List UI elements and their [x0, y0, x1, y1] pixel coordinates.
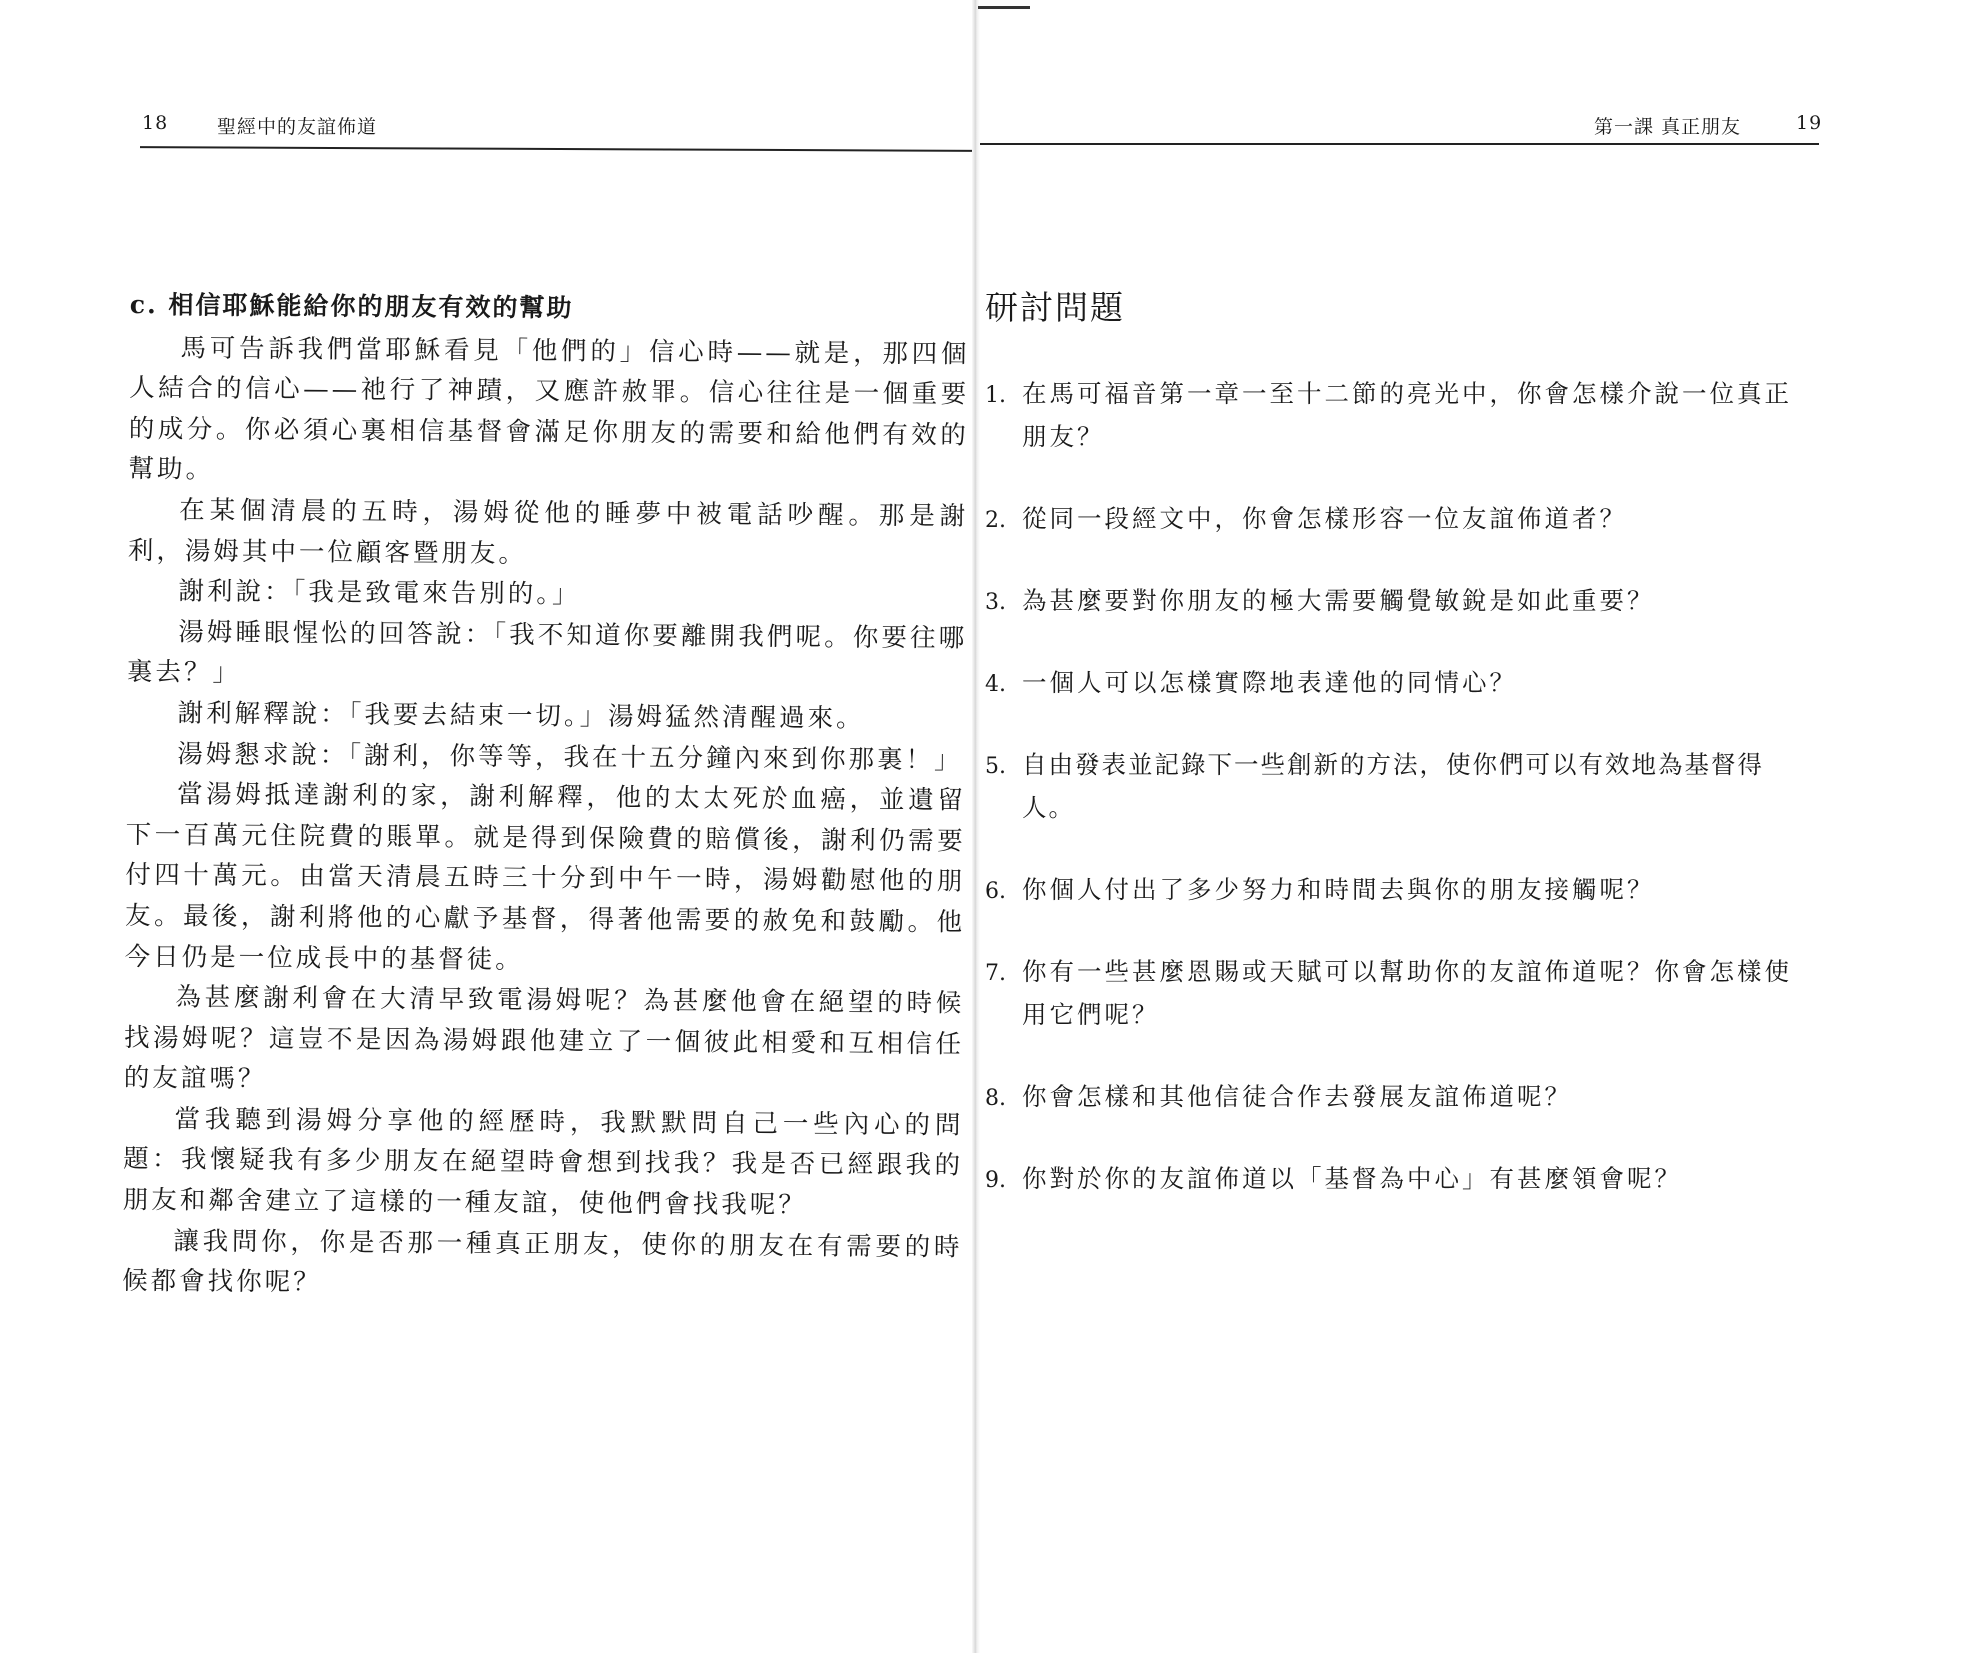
right-running-title: 第一課 真正朋友 [1594, 116, 1742, 138]
question-text: 你個人付出了多少努力和時間去與你的朋友接觸呢？ [1022, 875, 1655, 904]
question-number: 4. [985, 672, 1006, 697]
question-text: 從同一段經文中，你會怎樣形容一位友誼佈道者？ [1022, 504, 1627, 533]
question-item [985, 497, 1815, 540]
question-text: 一個人可以怎樣實際地表達他的同情心？ [1022, 668, 1517, 697]
questions-heading: 研討問題 [985, 288, 1125, 327]
question-text: 你對於你的友誼佈道以「基督為中心」有甚麼領會呢？ [1022, 1164, 1682, 1193]
scan-corner-mark [978, 6, 1030, 9]
left-running-title: 聖經中的友誼佈道 [217, 116, 378, 138]
question-item [985, 1157, 1815, 1200]
paragraph: 為甚麼謝利會在大清早致電湯姆呢？為甚麼他會在絕望的時候找湯姆呢？這豈不是因為湯姆跟他建立了一個彼此相愛和互相信任的友誼嗎？ [123, 982, 965, 1095]
right-header-rule [980, 143, 1819, 145]
question-number: 3. [985, 590, 1006, 615]
question-text: 在馬可福音第一章一至十二節的亮光中，你會怎樣介說一位真正朋友？ [1022, 379, 1792, 451]
question-item [985, 743, 1815, 829]
question-number: 1. [985, 383, 1006, 408]
question-text: 你有一些甚麼恩賜或天賦可以幫助你的友誼佈道呢？你會怎樣使用它們呢？ [1022, 957, 1792, 1029]
paragraph: 謝利解釋說：「我要去結束一切。」湯姆猛然清醒過來。 [177, 698, 865, 734]
paragraph: 當我聽到湯姆分享他的經歷時，我默默問自己一些內心的問題：我懷疑我有多少朋友在絕望時會想到找我？我是否已經跟我的朋友和鄰舍建立了這樣的一種友誼，使他們會找我呢？ [122, 1104, 964, 1221]
question-item [985, 661, 1815, 704]
question-text: 為甚麼要對你朋友的極大需要觸覺敏銳是如此重要？ [1022, 586, 1655, 615]
question-list [985, 372, 1815, 1239]
right-page-number: 19 [1796, 112, 1823, 134]
question-number: 2. [985, 508, 1006, 533]
question-item [985, 579, 1815, 622]
book-gutter [972, 0, 980, 1653]
question-number: 6. [985, 879, 1006, 904]
paragraph: 當湯姆抵達謝利的家，謝利解釋，他的太太死於血癌，並遺留下一百萬元住院費的賬單。就是得到保險費的賠償後，謝利仍需要付四十萬元。由當天清晨五時三十分到中午一時，湯姆勸慰他的朋友。最後，謝利將他的心獻予基督，得著他需要的赦免和鼓勵。他今日仍是一位成長中的基督徒。 [124, 779, 967, 975]
question-text: 自由發表並記錄下一些創新的方法，使你們可以有效地為基督得人。 [1022, 750, 1764, 822]
paragraph: 謝利說：「我是致電來告別的。」 [178, 576, 581, 610]
paragraph: 讓我問你，你是否那一種真正朋友，使你的朋友在有需要的時候都會找你呢？ [122, 1226, 963, 1298]
paragraph: 馬可告訴我們當耶穌看見「他們的」信心時——就是，那四個人結合的信心——祂行了神蹟，又應許赦罪。信心往往是一個重要的成分。你必須心裏相信基督會滿足你朋友的需要和給他們有效的幫助。 [128, 332, 970, 486]
question-number: 7. [985, 961, 1006, 986]
section-title: c. 相信耶穌能給你的朋友有效的幫助 [129, 289, 574, 323]
left-body-text [122, 285, 970, 1308]
left-page [0, 0, 975, 1653]
question-text: 你會怎樣和其他信徒合作去發展友誼佈道呢？ [1022, 1082, 1572, 1111]
question-number: 5. [985, 754, 1006, 779]
question-item [985, 950, 1815, 1036]
paragraph: 湯姆懇求說：「謝利，你等等，我在十五分鐘內來到你那裏！」 [177, 738, 963, 776]
question-item [985, 1075, 1815, 1118]
paragraph: 湯姆睡眼惺忪的回答說：「我不知道你要離開我們呢。你要往哪裏去？」 [126, 617, 968, 689]
left-header-rule [140, 146, 976, 152]
paragraph: 在某個清晨的五時，湯姆從他的睡夢中被電話吵醒。那是謝利，湯姆其中一位顧客暨朋友。 [127, 495, 969, 569]
left-page-number: 18 [142, 112, 169, 134]
question-item [985, 868, 1815, 911]
question-number: 8. [985, 1086, 1006, 1111]
question-item [985, 372, 1815, 458]
question-number: 9. [985, 1168, 1006, 1193]
